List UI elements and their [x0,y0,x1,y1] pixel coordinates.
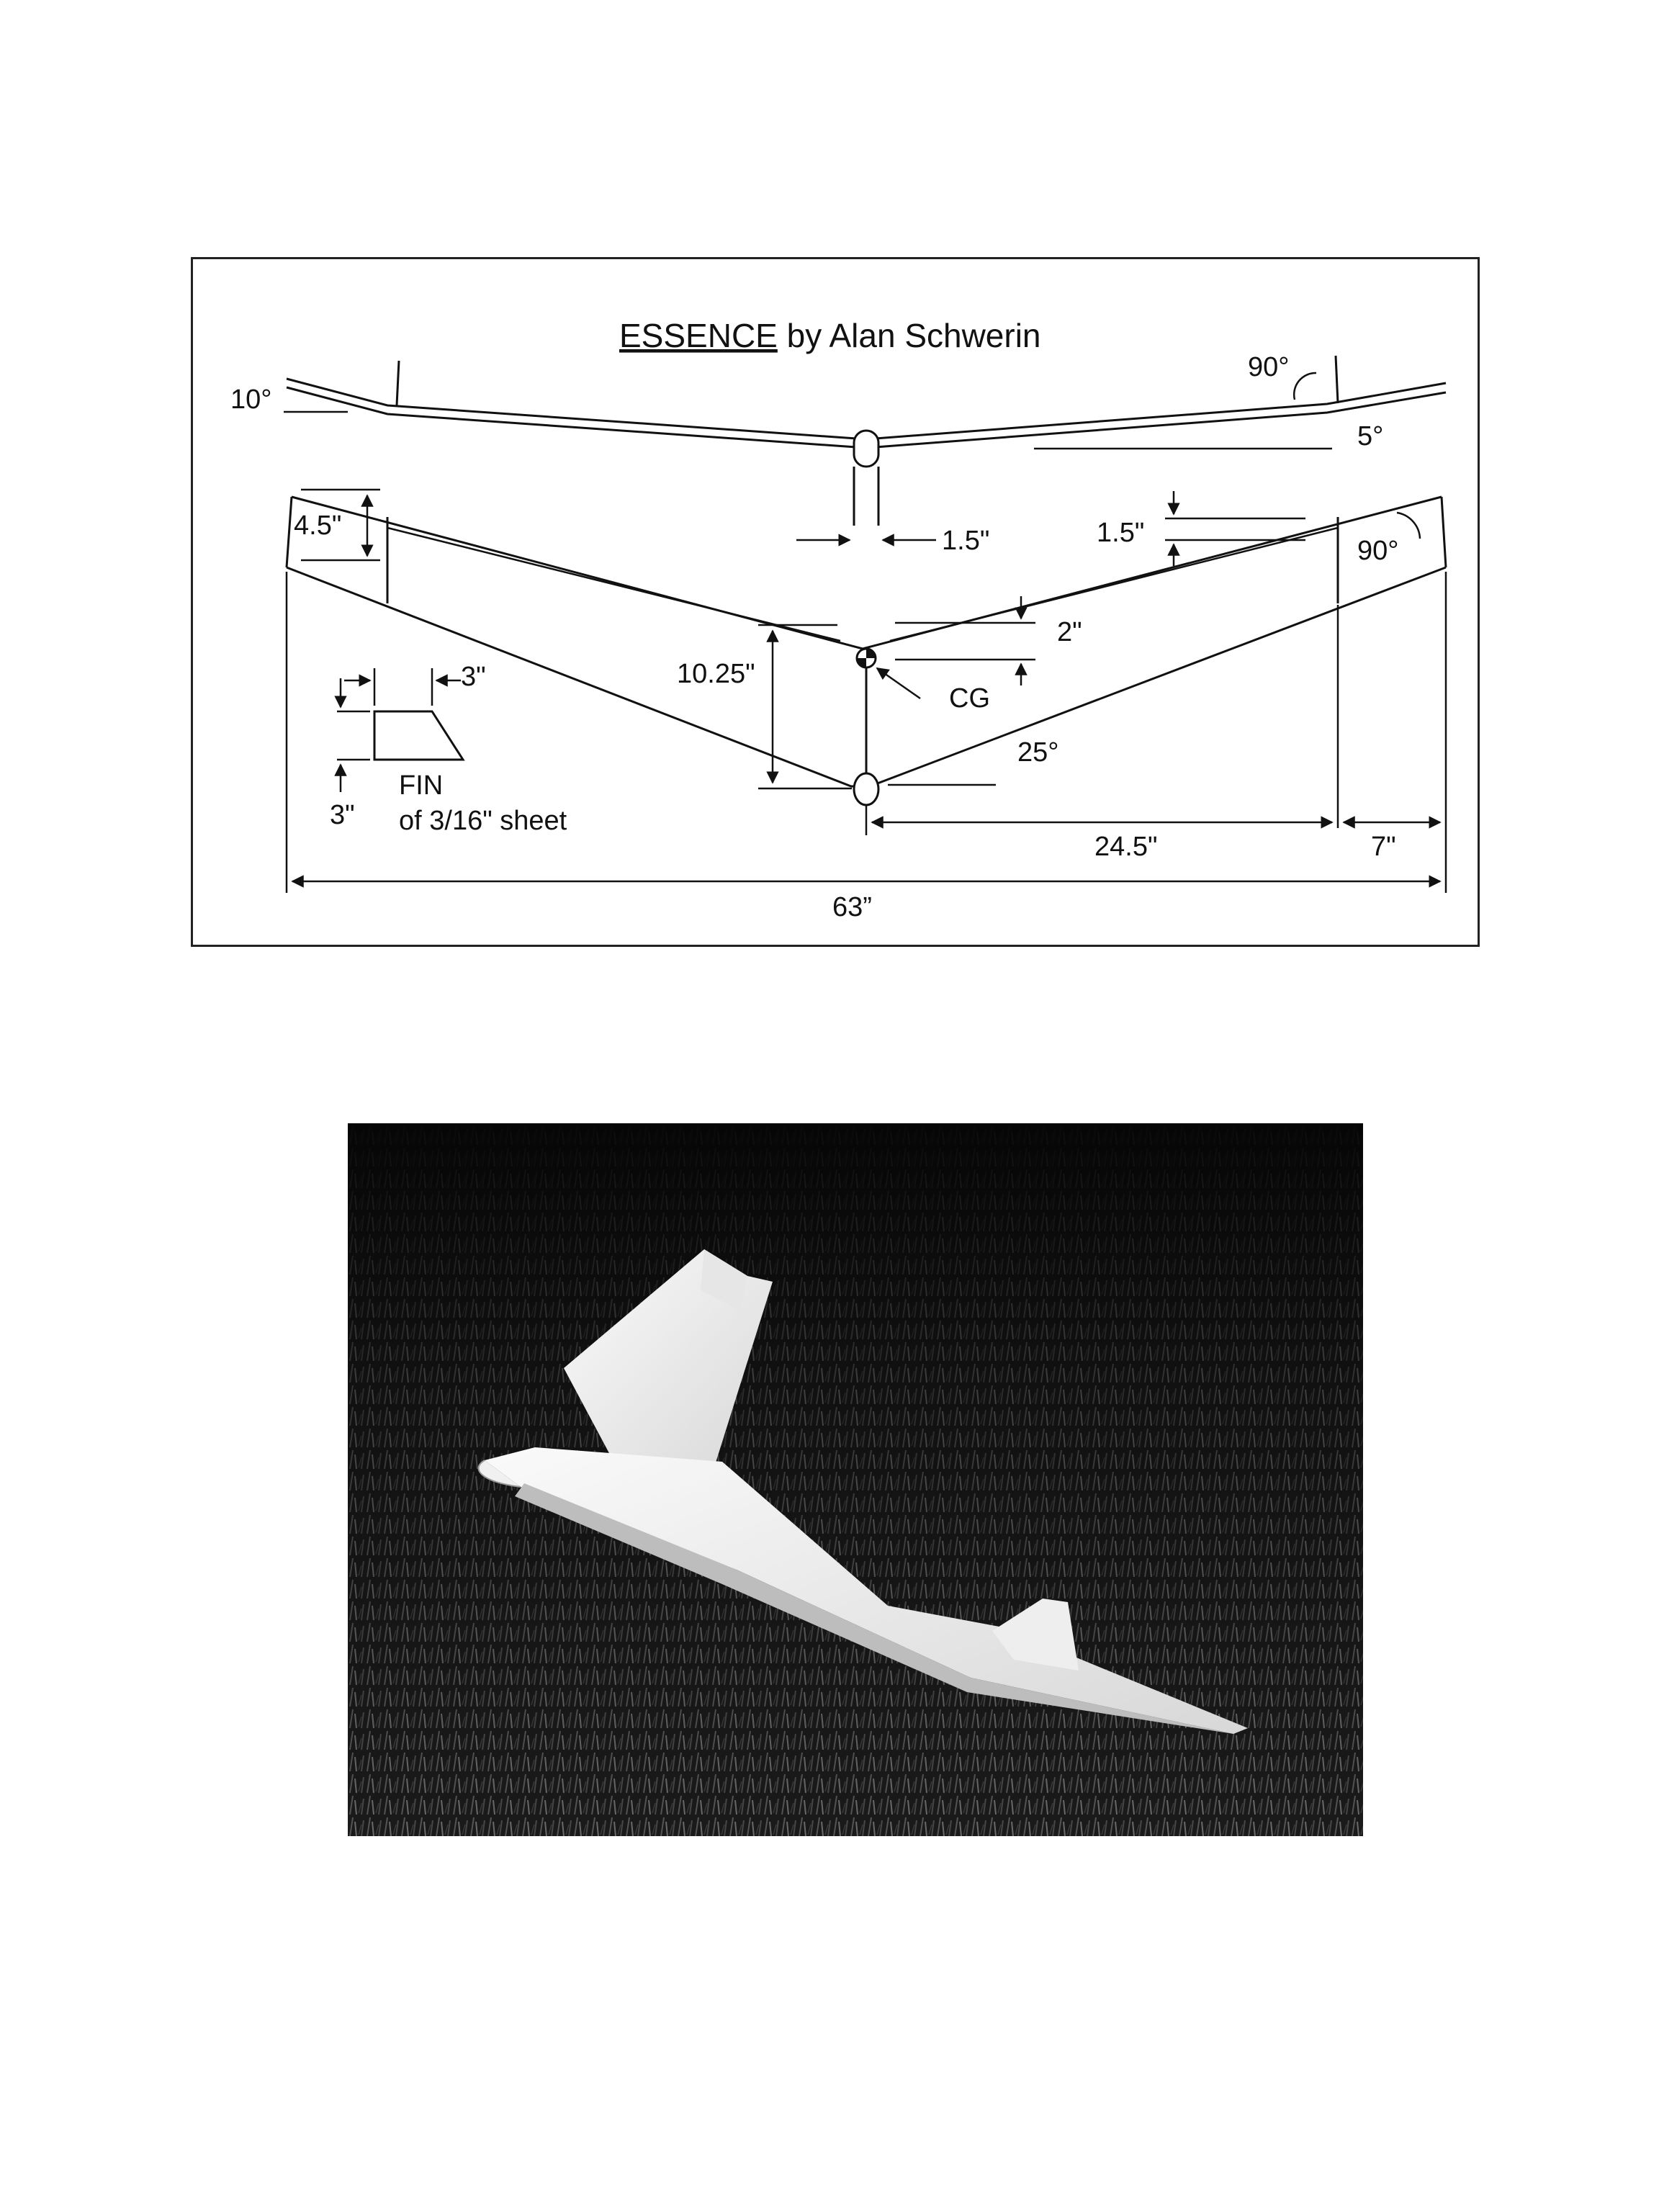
title-name: ESSENCE [619,317,778,354]
front-view-left-fin [397,361,399,405]
sweep-label: 25° [1017,737,1059,768]
leading-edge [292,497,1442,649]
half-span-inner-label: 24.5" [1094,832,1158,862]
fin-offset-dimension [1165,491,1305,566]
tip-chord-label: 4.5" [294,511,342,541]
model-photo [348,1123,1363,1836]
fin-offset-label: 1.5" [1097,518,1145,548]
center-chord-label: 10.25" [677,659,755,689]
cg-offset-label: 2" [1057,617,1082,647]
front-view-left-wing-upper [287,379,866,439]
left-tip [287,497,292,567]
plan-drawing-svg [193,259,1482,949]
total-span-label: 63” [832,892,872,922]
front-view-left-wing-lower [287,387,866,448]
front-view-fuselage-pod [854,431,878,467]
tip-angle-arc [1397,513,1420,539]
fin-shape [374,711,463,760]
right-tip [1442,497,1446,567]
left-spar-line [387,528,840,641]
cg-label: CG [949,683,990,714]
fin-material-label: of 3/16" sheet [399,806,567,836]
dihedral-outer-label: 5° [1357,421,1384,451]
center-width-label: 1.5" [942,526,990,556]
fin-title-label: FIN [399,770,444,801]
drawing-title [619,317,1041,354]
tip-angle-label: 90° [1357,536,1399,566]
plan-drawing [191,257,1480,947]
front-view-right-fin [1336,356,1338,403]
tail-pod [854,773,878,805]
center-chord-dimension [758,625,852,788]
fin-angle-top-label: 90° [1248,352,1290,382]
tip-panel-label: 7" [1371,832,1396,862]
fin-angle-arc [1294,373,1316,400]
dihedral-inner-label: 10° [230,385,272,415]
fin-width-label: 3" [461,662,486,692]
model-photo-svg [348,1123,1363,1836]
title-author: by Alan Schwerin [777,317,1041,354]
fin-height-label: 3" [330,800,355,830]
